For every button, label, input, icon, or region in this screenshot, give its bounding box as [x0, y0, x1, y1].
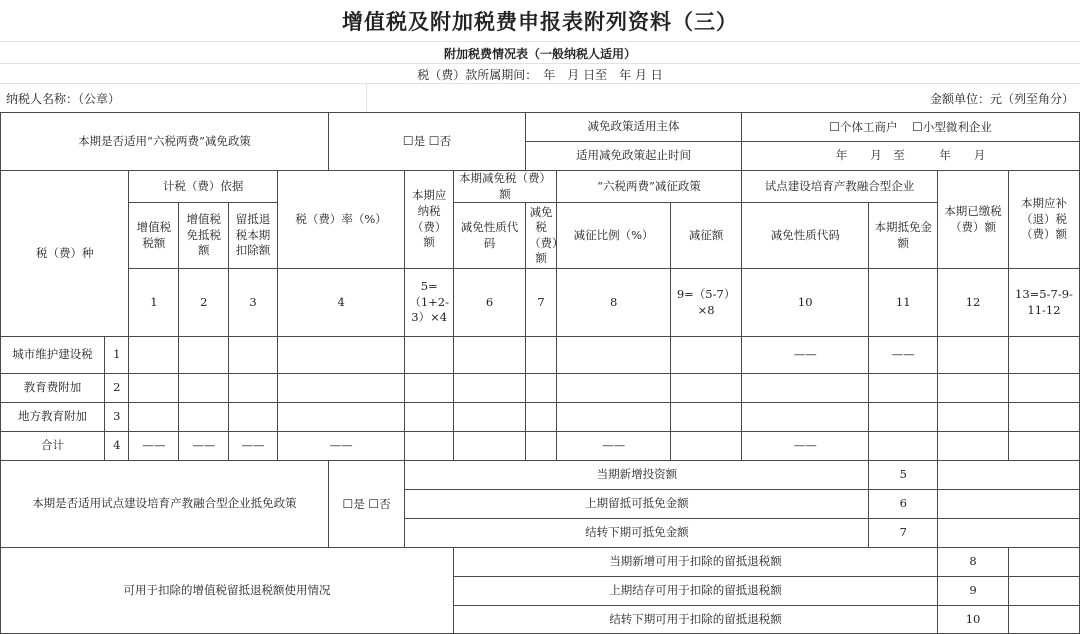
cell[interactable] [405, 374, 454, 403]
pilot-item-label: 结转下期可抵免金额 [405, 519, 869, 548]
cell[interactable] [229, 403, 278, 432]
tax-period: 税（费）款所属期间： 年 月 日至 年 月 日 [417, 67, 663, 82]
cell[interactable] [1008, 548, 1079, 577]
col-number: 7 [526, 269, 557, 337]
pilot-group-header: 试点建设培育产教融合型企业 [742, 171, 938, 203]
col-number: 4 [277, 269, 404, 337]
cell[interactable] [405, 403, 454, 432]
cell[interactable] [129, 337, 179, 374]
dash-cell: —— [229, 432, 278, 461]
yes-label: 是 [413, 134, 426, 149]
reduction-amount-header: 减免税（费）额 [526, 203, 557, 269]
cell[interactable] [1008, 577, 1079, 606]
cell[interactable] [1008, 337, 1079, 374]
cell[interactable] [405, 337, 454, 374]
col-number: 11 [869, 269, 938, 337]
reduction-group-header: 本期减免税（费）额 [454, 171, 557, 203]
cell[interactable] [129, 403, 179, 432]
cell[interactable] [938, 432, 1009, 461]
no-label: 否 [379, 496, 391, 511]
surcharge-table [0, 112, 1080, 634]
retention-item-number: 9 [938, 577, 1009, 606]
paid-header: 本期已缴税（费）额 [938, 171, 1009, 269]
cell[interactable] [938, 490, 1080, 519]
retention-item-number: 10 [938, 606, 1009, 634]
col-number: 10 [742, 269, 869, 337]
cell[interactable] [229, 374, 278, 403]
cell[interactable] [1008, 432, 1079, 461]
table-row [1, 337, 1080, 374]
pilot-code-header: 减免性质代码 [742, 203, 869, 269]
rate-header: 税（费）率（%） [277, 171, 404, 269]
pilot-item-number: 7 [869, 519, 938, 548]
cell[interactable] [742, 403, 869, 432]
cell[interactable] [1008, 403, 1079, 432]
taxpayer-name-label: 纳税人名称：（公章） [6, 91, 121, 106]
dash-cell: —— [742, 432, 869, 461]
pilot-item-number: 5 [869, 461, 938, 490]
amount-unit-label: 金额单位：元（列至角分） [929, 91, 1074, 106]
reduction-ratio-header: 减征比例（%） [557, 203, 671, 269]
cell[interactable] [526, 403, 557, 432]
yes-label: 是 [353, 496, 365, 511]
cell[interactable] [557, 337, 671, 374]
col-number: 8 [557, 269, 671, 337]
cell[interactable] [179, 403, 229, 432]
row-number: 4 [105, 432, 129, 461]
table-row [1, 374, 1080, 403]
cell[interactable] [454, 432, 526, 461]
cell[interactable] [557, 403, 671, 432]
refund-header: 本期应补（退）税（费）额 [1008, 171, 1079, 269]
cell[interactable] [1008, 606, 1079, 634]
cell[interactable] [179, 337, 229, 374]
small-micro-label: 小型微利企业 [922, 119, 992, 134]
cell[interactable] [1008, 374, 1079, 403]
payable-header: 本期应纳税（费）额 [405, 171, 454, 269]
yes-checkbox[interactable]: ☐ [402, 134, 414, 149]
cell[interactable] [869, 432, 938, 461]
dash-cell: —— [129, 432, 179, 461]
table-row [1, 403, 1080, 432]
six-taxes-group-header: “六税两费”减征政策 [557, 171, 742, 203]
dash-cell: —— [869, 337, 938, 374]
applicable-subject-label: 减免政策适用主体 [526, 113, 742, 142]
cell[interactable] [938, 374, 1009, 403]
no-label: 否 [439, 134, 452, 149]
col-number: 5=（1+2-3）×4 [405, 269, 454, 337]
row-name: 地方教育附加 [1, 403, 105, 432]
reduction-code-header: 减免性质代码 [454, 203, 526, 269]
report-subtitle: 附加税费情况表（一般纳税人适用） [443, 46, 636, 61]
retention-item-number: 8 [938, 548, 1009, 577]
total-row [1, 432, 1080, 461]
six-taxes-yes-no [328, 113, 525, 171]
six-taxes-question: 本期是否适用“六税两费”减免政策 [1, 113, 329, 171]
pilot-credit-header: 本期抵免金额 [869, 203, 938, 269]
retention-item-label: 结转下期可用于扣除的留抵退税额 [454, 606, 938, 634]
taxpayer-bar [0, 84, 1080, 112]
cell[interactable] [869, 374, 938, 403]
pilot-item-label: 当期新增投资额 [405, 461, 869, 490]
retention-label: 可用于扣除的增值税留抵退税额使用情况 [1, 548, 454, 634]
pilot-yes-no [328, 461, 404, 548]
no-checkbox[interactable]: ☐ [428, 134, 440, 149]
dash-cell: —— [277, 432, 404, 461]
col-number: 6 [454, 269, 526, 337]
individual-business-label: 个体工商户 [839, 119, 898, 134]
yes-checkbox[interactable]: ☐ [342, 496, 354, 511]
cell[interactable] [671, 403, 742, 432]
col-number: 3 [229, 269, 278, 337]
col-number: 9=（5-7）×8 [671, 269, 742, 337]
col-number: 13=5-7-9-11-12 [1008, 269, 1079, 337]
col-number: 12 [938, 269, 1009, 337]
cell[interactable] [557, 374, 671, 403]
cell[interactable] [405, 432, 454, 461]
applicable-subject-options [742, 113, 1080, 142]
cell[interactable] [526, 337, 557, 374]
cell[interactable] [671, 374, 742, 403]
cell[interactable] [179, 374, 229, 403]
pilot-item-number: 6 [869, 490, 938, 519]
cell[interactable] [129, 374, 179, 403]
reduced-amount-header: 减征额 [671, 203, 742, 269]
retention-item-label: 当期新增可用于扣除的留抵退税额 [454, 548, 938, 577]
tax-type-header: 税（费）种 [1, 171, 129, 337]
row-name: 教育费附加 [1, 374, 105, 403]
cell[interactable] [277, 403, 404, 432]
pilot-question: 本期是否适用试点建设培育产教融合型企业抵免政策 [1, 461, 329, 548]
col-number: 1 [129, 269, 179, 337]
cell[interactable] [454, 374, 526, 403]
start-end-time-label: 适用减免政策起止时间 [526, 142, 742, 171]
cell[interactable] [229, 337, 278, 374]
basis-group-header: 计税（费）依据 [129, 171, 277, 203]
cell[interactable] [938, 403, 1009, 432]
retention-item-label: 上期结存可用于扣除的留抵退税额 [454, 577, 938, 606]
row-name: 城市维护建设税 [1, 337, 105, 374]
cell[interactable] [742, 374, 869, 403]
cell[interactable] [938, 337, 1009, 374]
individual-business-checkbox[interactable]: ☐ [829, 119, 840, 134]
row-number: 2 [105, 374, 129, 403]
no-checkbox[interactable]: ☐ [368, 496, 380, 511]
cell[interactable] [526, 432, 557, 461]
pilot-item-label: 上期留抵可抵免金额 [405, 490, 869, 519]
row-number: 3 [105, 403, 129, 432]
cell[interactable] [277, 337, 404, 374]
divider [366, 84, 367, 112]
cell[interactable] [671, 337, 742, 374]
dash-cell: —— [179, 432, 229, 461]
cell[interactable] [671, 432, 742, 461]
cell[interactable] [526, 374, 557, 403]
col-number: 2 [179, 269, 229, 337]
dash-cell: —— [742, 337, 869, 374]
row-number: 1 [105, 337, 129, 374]
dash-cell: —— [557, 432, 671, 461]
date-range-field[interactable]: 年 月 至 年 月 [742, 142, 1080, 171]
cell[interactable] [938, 461, 1080, 490]
cell[interactable] [869, 403, 938, 432]
cell[interactable] [277, 374, 404, 403]
cell[interactable] [938, 519, 1080, 548]
retention-deduction-header: 留抵退税本期扣除额 [229, 203, 278, 269]
small-micro-checkbox[interactable]: ☐ [912, 119, 923, 134]
row-name: 合计 [1, 432, 105, 461]
vat-amount-header: 增值税税额 [129, 203, 179, 269]
report-title: 增值税及附加税费申报表附列资料（三） [342, 9, 738, 34]
vat-exempt-header: 增值税免抵税额 [179, 203, 229, 269]
cell[interactable] [454, 337, 526, 374]
cell[interactable] [454, 403, 526, 432]
